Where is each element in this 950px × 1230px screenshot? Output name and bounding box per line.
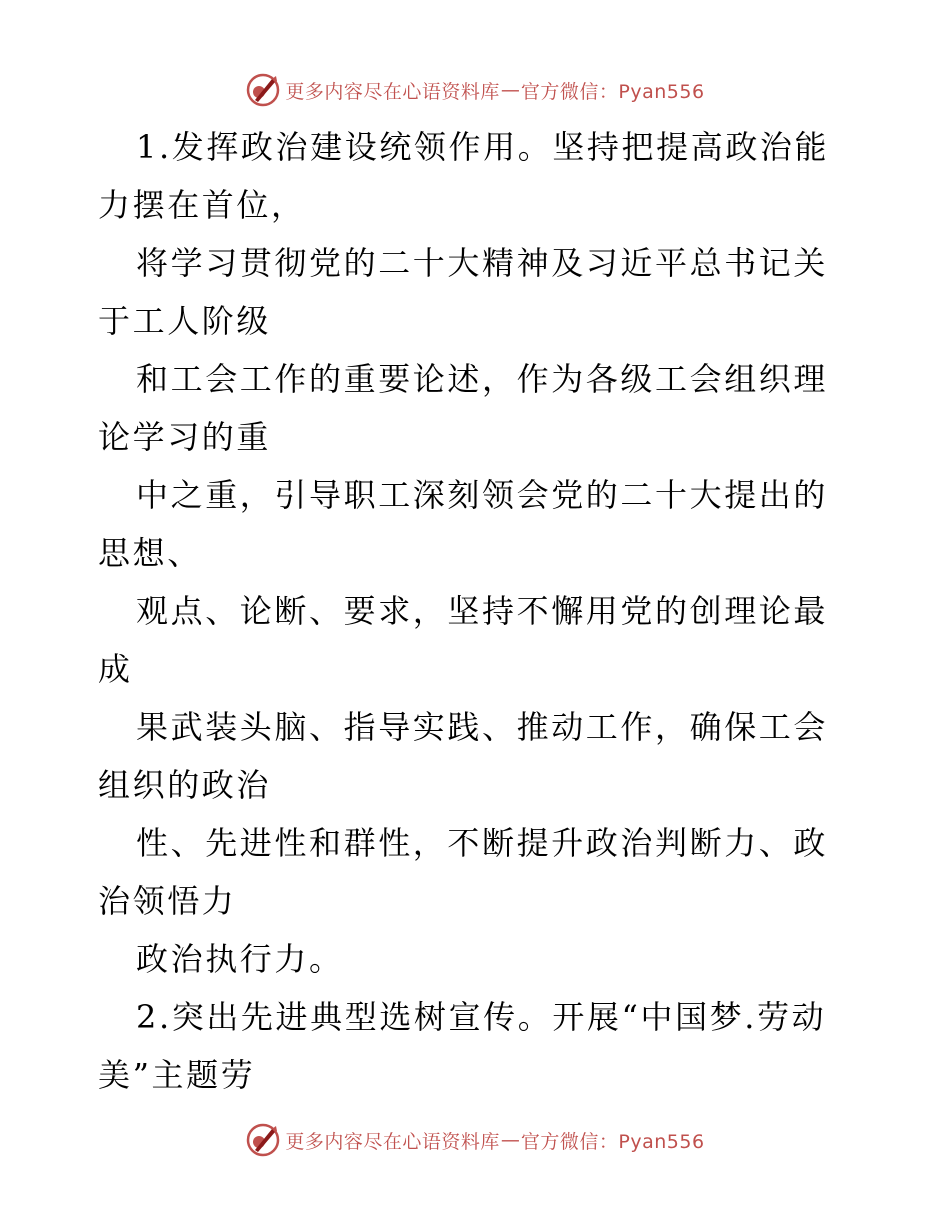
banner-text: 更多内容尽在心语资料库 [285, 1130, 500, 1153]
banner-wechat: 官方微信：Pyan556 [520, 1130, 705, 1153]
pen-logo-icon [245, 1122, 281, 1158]
document-body [98, 118, 858, 1104]
paragraph-9: 2.突出先进典型选树宣传。开展“中国梦.劳动美”主题劳 [98, 998, 827, 1094]
paragraph-8: 政治执行力。 [136, 940, 344, 978]
paragraph-4: 中之重，引导职工深刻领会党的二十大提出的思想、 [98, 476, 829, 572]
footer-watermark-banner [0, 1120, 950, 1160]
paragraph-7: 性、先进性和群性，不断提升政治判断力、政治领悟力 [98, 824, 829, 920]
paragraph-3: 和工会工作的重要论述，作为各级工会组织理论学习的重 [98, 360, 829, 456]
paragraph-2: 将学习贯彻党的二十大精神及习近平总书记关于工人阶级 [98, 244, 829, 340]
paragraph-1: 1.发挥政治建设统领作用。坚持把提高政治能力摆在首位， [98, 128, 830, 224]
pen-logo-icon [245, 72, 281, 108]
banner-separator: — [500, 1129, 520, 1151]
banner-wechat: 官方微信：Pyan556 [520, 80, 705, 103]
banner-text: 更多内容尽在心语资料库 [285, 80, 500, 103]
paragraph-5: 观点、论断、要求，坚持不懈用党的创理论最成 [98, 592, 829, 688]
header-watermark-banner [0, 70, 950, 110]
paragraph-6: 果武装头脑、指导实践、推动工作，确保工会组织的政治 [98, 708, 829, 804]
banner-separator: — [500, 79, 520, 101]
